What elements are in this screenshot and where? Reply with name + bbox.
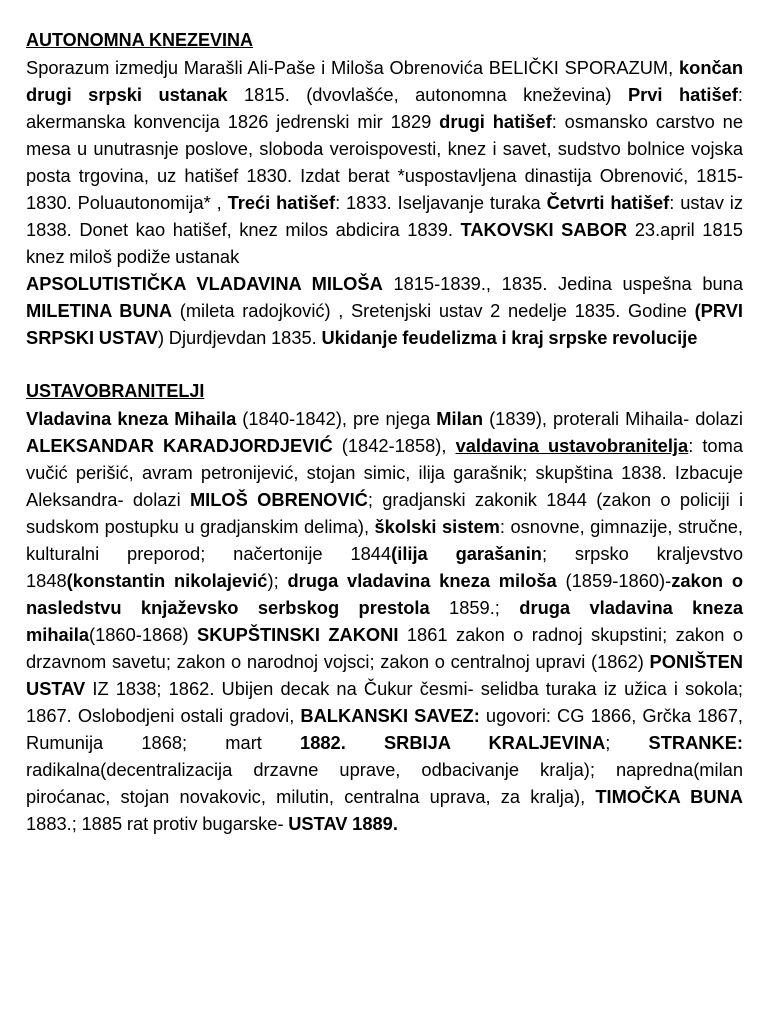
bold-text-run: TIMOČKA BUNA: [595, 786, 743, 807]
bold-text-run: PONIŠTEN USTAV: [26, 651, 743, 699]
bold-text-run: (PRVI SRPSKI USTAV: [26, 300, 743, 348]
bold-text-run: Treći hatišef: [227, 192, 336, 213]
bold-text-run: druga vladavina kneza mihaila: [26, 597, 743, 645]
text-run: : 1833. Iseljavanje turaka: [335, 192, 547, 213]
paragraph-gap: [26, 351, 743, 378]
bold-text-run: Vladavina kneza Mihaila: [26, 408, 237, 429]
text-run: 1815. (dvovlašće, autonomna kneževina): [227, 84, 628, 105]
bold-text-run: (ilija garašanin: [391, 543, 542, 564]
bold-underlined-text-run: valdavina ustavobranitelja: [455, 435, 689, 456]
text-run: (mileta radojković) , Sretenjski ustav 2 nedelje 1835. Godine: [172, 300, 695, 321]
text-run: IZ 1838; 1862. Ubijen decak na Čukur česmi- selidba turaka iz užica i sokola; 1867. Oslobodjeni ostali gradovi,: [26, 678, 743, 726]
text-run: (1839), proterali Mihaila- dolazi: [483, 408, 743, 429]
bold-text-run: Milan: [436, 408, 484, 429]
text-run: : ustav iz 1838. Donet kao hatišef, knez milos abdicira 1839.: [26, 192, 743, 240]
bold-text-run: STRANKE:: [648, 732, 743, 753]
text-run: (1860-1868): [89, 624, 198, 645]
text-run: 1815-1839., 1835. Jedina uspešna buna: [382, 273, 743, 294]
text-run: ugovori: CG 1866, Grčka 1867, Rumunija 1868; mart: [26, 705, 744, 753]
section-heading-autonomna-knezevina: AUTONOMNA KNEZEVINA: [26, 30, 254, 50]
section-heading-ustavobranitelji: USTAVOBRANITELJI: [26, 381, 205, 401]
text-run: radikalna(decentralizacija drzavne uprave, odbacivanje kralja); napredna(milan pirоćanac, stojan novakovic, milutin, centralna uprava, za kralja),: [26, 759, 743, 807]
text-run: Sporazum izmedju Marašli Ali-Paše i Miloša Obrenovića BELIČKI SPORAZUM,: [26, 57, 679, 78]
text-run: : osnovne, gimnazije, stručne, kulturalni preporod; načertonije 1844: [26, 516, 743, 564]
text-run: ; srpsko kraljevstvo 1848: [26, 543, 743, 591]
text-run: (1859-1860)-: [556, 570, 672, 591]
paragraph-apsolutisticka-vladavina: [26, 270, 743, 351]
text-run: ) Djurdjevdan 1835.: [158, 327, 322, 348]
bold-text-run: MILOŠ OBRENOVIĆ: [189, 489, 368, 510]
bold-text-run: Ukidanje feudelizma i kraj srpske revolucije: [321, 327, 698, 348]
text-run: 23.april 1815 knez miloš podiže ustanak: [26, 219, 743, 267]
bold-text-run: ALEKSANDAR KARADJORDJEVIĆ: [26, 435, 333, 456]
bold-text-run: 1882. SRBIJA KRALJEVINA: [300, 732, 606, 753]
bold-text-run: školski sistem: [374, 516, 500, 537]
bold-text-run: APSOLUTISTIČKA VLADAVINA MILOŠA: [26, 273, 383, 294]
text-run: (1842-1858),: [332, 435, 456, 456]
text-run: 1861 zakon o radnoj skupstini; zakon o drzavnom savetu; zakon o narodnoj vojsci; zakon o centralnoj upravi (1862): [26, 624, 743, 672]
paragraph-ustavobranitelji: [26, 405, 743, 837]
bold-text-run: USTAV 1889.: [288, 813, 398, 834]
text-run: );: [267, 570, 288, 591]
text-run: : akermanska konvencija 1826 jedrenski mir 1829: [26, 84, 743, 132]
bold-text-run: (konstantin nikolajević: [66, 570, 268, 591]
text-run: 1859.;: [429, 597, 520, 618]
bold-text-run: SKUPŠTINSKI ZAKONI: [197, 624, 399, 645]
text-run: ; gradjanski zakonik 1844 (zakon o policiji i sudskom postupku u gradjanskim delima),: [26, 489, 744, 537]
bold-text-run: Četvrti hatišef: [546, 192, 670, 213]
bold-text-run: Prvi hatišef: [627, 84, 738, 105]
text-run: 1883.; 1885 rat protiv bugarske-: [26, 813, 289, 834]
paragraph-autonomna-knezevina: [26, 54, 743, 270]
bold-text-run: MILETINA BUNA: [26, 300, 173, 321]
bold-text-run: drugi hatišef: [439, 111, 552, 132]
bold-text-run: zakon o nasledstvu knjaževsko serbskog prestola: [26, 570, 743, 618]
bold-text-run: TAKOVSKI SABOR: [460, 219, 628, 240]
bold-text-run: BALKANSKI SAVEZ:: [300, 705, 480, 726]
text-run: (1840-1842), pre njega: [236, 408, 437, 429]
bold-text-run: končan drugi srpski ustanak: [26, 57, 743, 105]
text-run: ;: [605, 732, 649, 753]
text-run: : osmansko carstvo ne mesa u unutrasnje poslove, sloboda veroispovesti, knez i savet, sudstvo bolnice vojska posta trgovina, uz hatišef 1830. Izdat berat *uspostavljena dinastija Obrenović, 1815-1830. Poluautonomija* ,: [26, 111, 744, 213]
text-run: : toma vučić perišić, avram petronijević, stojan simic, ilija garašnik; skupština 1838. Izbacuje Aleksandra- dolazi: [26, 435, 743, 510]
bold-text-run: druga vladavina kneza miloša: [287, 570, 557, 591]
